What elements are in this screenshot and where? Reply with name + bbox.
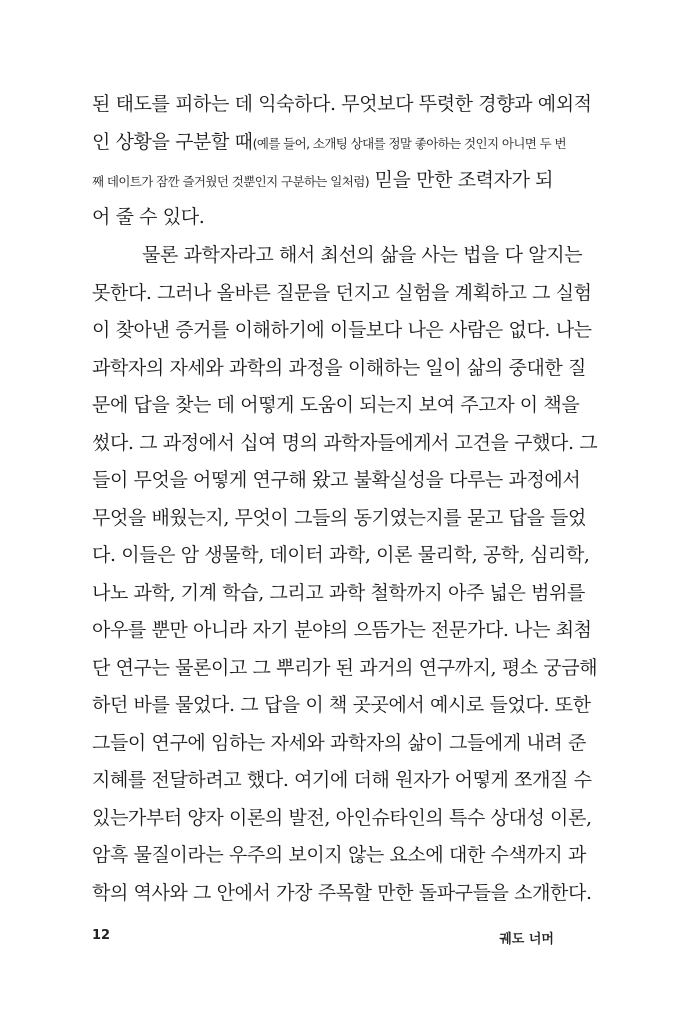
text-line-18: 그들이 연구에 임하는 자세와 과학자의 삶이 그들에게 내려 준 — [92, 732, 586, 754]
text-line-17: 하던 바를 물었다. 그 답을 이 책 곳곳에서 예시로 들었다. 또한 — [92, 694, 591, 716]
text-line-14: 나노 과학, 기계 학습, 그리고 과학 철학까지 아주 넓은 범위를 — [92, 582, 585, 604]
text-line-12: 무엇을 배웠는지, 무엇이 그들의 동기였는지를 묻고 답을 들었 — [92, 507, 586, 529]
page-number: 12 — [92, 928, 111, 943]
text-line-4: 어 줄 수 있다. — [92, 206, 205, 228]
text-line-13: 다. 이들은 암 생물학, 데이터 과학, 이론 물리학, 공학, 심리학, — [92, 544, 590, 566]
text-line-10: 썼다. 그 과정에서 십여 명의 과학자들에게서 고견을 구했다. 그 — [92, 432, 598, 454]
text-line-9: 문에 답을 찾는 데 어떻게 도움이 되는지 보여 주고자 이 책을 — [92, 394, 580, 416]
text-line-7: 이 찾아낸 증거를 이해하기에 이들보다 나은 사람은 없다. 나는 — [92, 319, 592, 341]
text-line-11: 들이 무엇을 어떻게 연구해 왔고 불확실성을 다루는 과정에서 — [92, 469, 581, 491]
text-line-2 — [92, 130, 566, 156]
text-line-16: 단 연구는 물론이고 그 뿌리가 된 과거의 연구까지, 평소 궁금해 — [92, 657, 598, 679]
text-line-3 — [92, 168, 554, 194]
text-line-8: 과학자의 자세와 과학의 과정을 이해하는 일이 삶의 중대한 질 — [92, 357, 586, 379]
text-line-21: 암흑 물질이라는 우주의 보이지 않는 요소에 대한 수색까지 과 — [92, 844, 586, 866]
parenthetical-note-cont: 째 데이트가 잠깐 즐거웠던 것뿐인지 구분하는 일처럼) — [92, 174, 369, 189]
parenthetical-note: (예를 들어, 소개팅 상대를 정말 좋아하는 것인지 아니면 두 번 — [252, 136, 566, 151]
text-line-19: 지혜를 전달하려고 했다. 여기에 더해 원자가 어떻게 쪼개질 수 — [92, 769, 592, 791]
text-line-1: 된 태도를 피하는 데 익숙하다. 무엇보다 뚜렷한 경향과 예외적 — [92, 93, 592, 115]
text-line-22: 학의 역사와 그 안에서 가장 주목할 만한 돌파구들을 소개한다. — [92, 882, 592, 904]
text-line-20: 있는가부터 양자 이론의 발전, 아인슈타인의 특수 상대성 이론, — [92, 807, 592, 829]
text-line-6: 못한다. 그러나 올바른 질문을 던지고 실험을 계획하고 그 실험 — [92, 282, 592, 304]
text-line-2-main: 인 상황을 구분할 때 — [92, 131, 253, 153]
text-line-3-main: 믿을 만한 조력자가 되 — [368, 169, 554, 191]
text-line-5: 물론 과학자라고 해서 최선의 삶을 사는 법을 다 알지는 — [142, 244, 583, 266]
text-line-15: 아우를 뿐만 아니라 자기 분야의 으뜸가는 전문가다. 나는 최첨 — [92, 619, 592, 641]
running-title: 궤도 너머 — [499, 932, 554, 947]
